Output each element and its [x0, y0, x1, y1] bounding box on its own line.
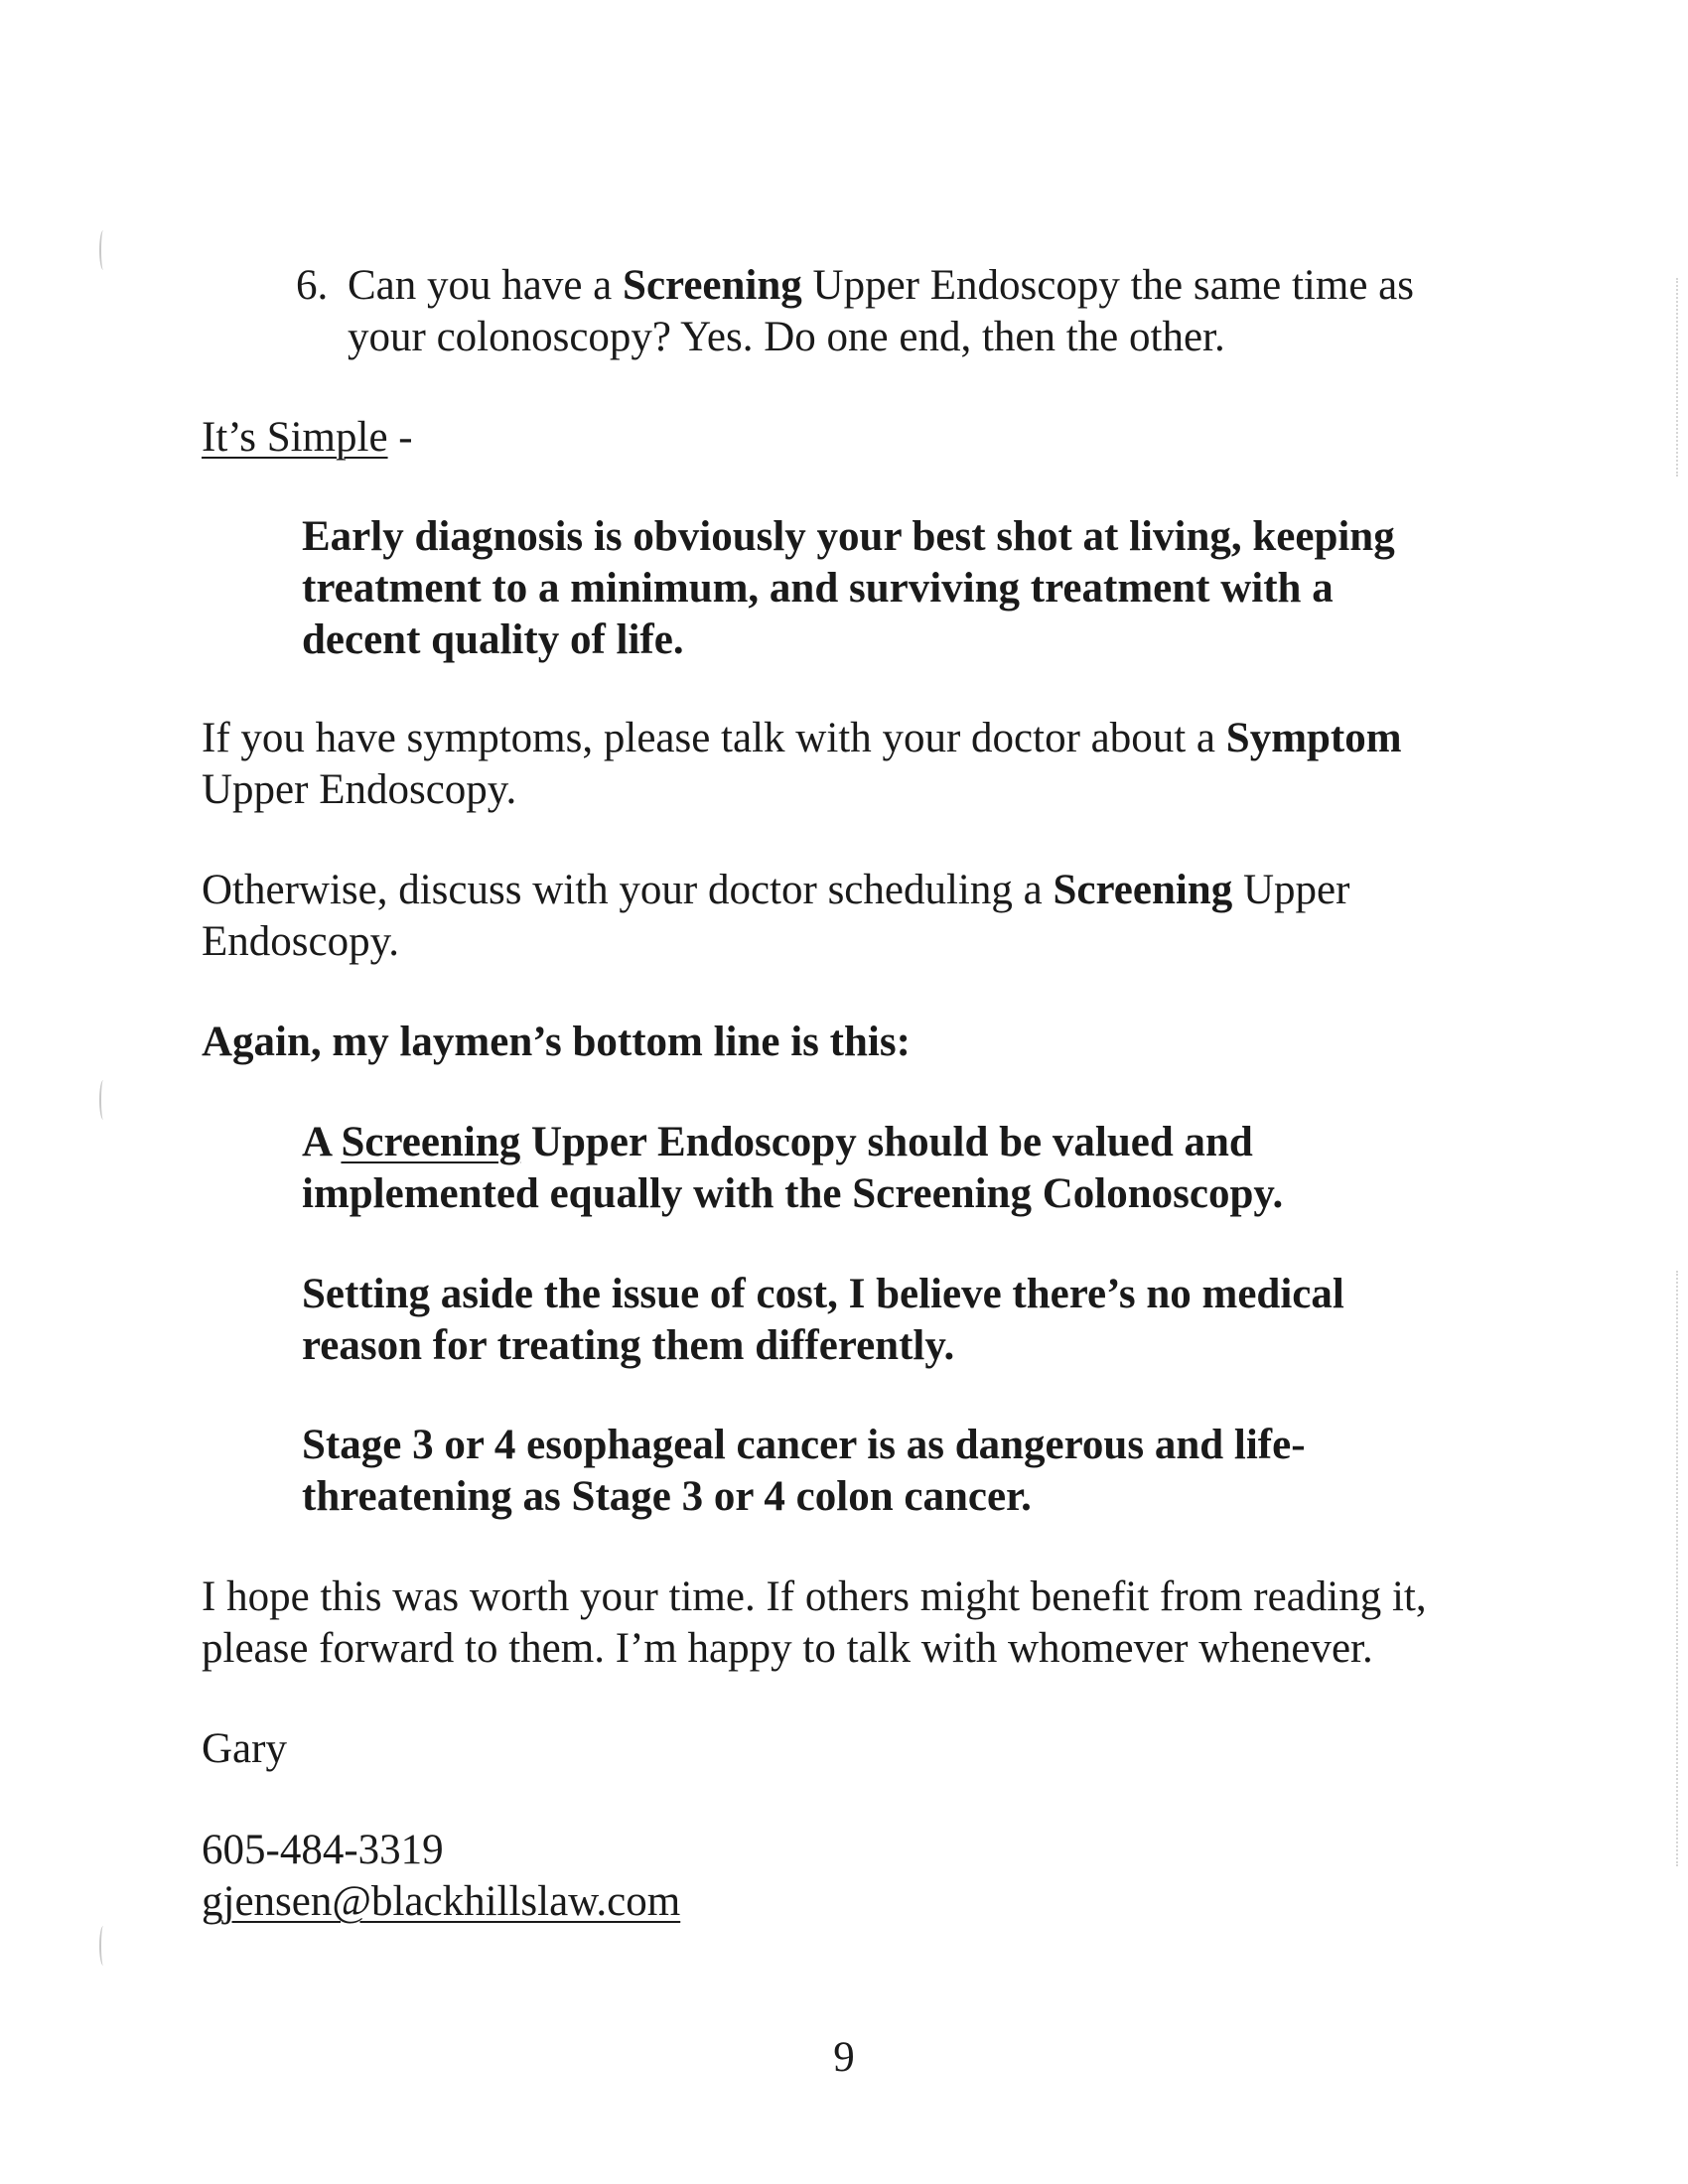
list-item-line-2: your colonoscopy? Yes. Do one end, then the other.: [348, 314, 1225, 360]
signature: Gary: [202, 1725, 287, 1772]
cost-statement-line: Setting aside the issue of cost, I believe there’s no medical: [302, 1271, 1344, 1317]
cost-statement: [302, 1269, 1454, 1372]
phone-number: 605-484-3319: [202, 1827, 444, 1873]
stage-statement-line: threatening as Stage 3 or 4 colon cancer.: [302, 1473, 1032, 1520]
symptoms-line-1: [202, 713, 1492, 764]
early-diagnosis-paragraph: [302, 511, 1454, 666]
closing-line: please forward to them. I’m happy to talk with whomever whenever.: [202, 1625, 1373, 1672]
symptoms-bold: Symptom: [1225, 715, 1402, 761]
scan-artifact: [1676, 278, 1678, 477]
its-simple-dash: -: [387, 414, 413, 461]
list-item-6: [296, 260, 1468, 363]
screening-statement-line-1: [302, 1117, 1454, 1168]
stage-statement-line: Stage 3 or 4 esophageal cancer is as dangerous and life-: [302, 1422, 1306, 1468]
symptoms-line-2: Upper Endoscopy.: [202, 766, 517, 813]
item6-pre: Can you have a: [348, 262, 624, 309]
page-number: 9: [833, 2034, 855, 2081]
screening-statement: [302, 1117, 1454, 1220]
bottom-line-heading: Again, my laymen’s bottom line is this:: [202, 1019, 911, 1065]
symptoms-pre: If you have symptoms, please talk with your doctor about a: [202, 715, 1226, 761]
otherwise-paragraph: [202, 865, 1492, 968]
contact-block: [202, 1825, 1492, 1928]
closing-line: I hope this was worth your time. If others might benefit from reading it,: [202, 1573, 1427, 1620]
otherwise-line-1: [202, 865, 1492, 916]
scan-artifact: [1676, 1271, 1678, 1866]
otherwise-bold: Screening: [1053, 867, 1233, 913]
early-diagnosis-line: decent quality of life.: [302, 616, 684, 663]
cost-statement-line: reason for treating them differently.: [302, 1322, 955, 1369]
early-diagnosis-line: Early diagnosis is obviously your best shot at living, keeping: [302, 513, 1395, 560]
otherwise-pre: Otherwise, discuss with your doctor scheduling a: [202, 867, 1054, 913]
screening-statement-underlined: Screening: [341, 1119, 521, 1165]
list-item-text: [348, 260, 1468, 363]
item6-post: Upper Endoscopy the same time as: [801, 262, 1414, 309]
item6-bold: Screening: [623, 262, 802, 309]
list-item-number: 6.: [296, 262, 329, 309]
scan-artifact: [99, 1080, 107, 1120]
closing-paragraph: [202, 1571, 1492, 1675]
scan-artifact: [99, 1926, 107, 1966]
otherwise-post: Upper: [1232, 867, 1350, 913]
screening-statement-post: Upper Endoscopy should be valued and: [520, 1119, 1253, 1165]
screening-statement-line-2: implemented equally with the Screening Colonoscopy.: [302, 1170, 1284, 1217]
early-diagnosis-line: treatment to a minimum, and surviving treatment with a: [302, 565, 1334, 612]
stage-statement: [302, 1420, 1454, 1523]
its-simple-heading: [202, 412, 413, 464]
email-link[interactable]: gjensen@blackhillslaw.com: [202, 1878, 681, 1925]
scan-artifact: [99, 230, 107, 270]
otherwise-line-2: Endoscopy.: [202, 918, 400, 965]
its-simple-underlined: It’s Simple: [202, 414, 388, 461]
screening-statement-pre: A: [302, 1119, 342, 1165]
list-item-line-1: [348, 260, 1468, 312]
symptoms-paragraph: [202, 713, 1492, 816]
